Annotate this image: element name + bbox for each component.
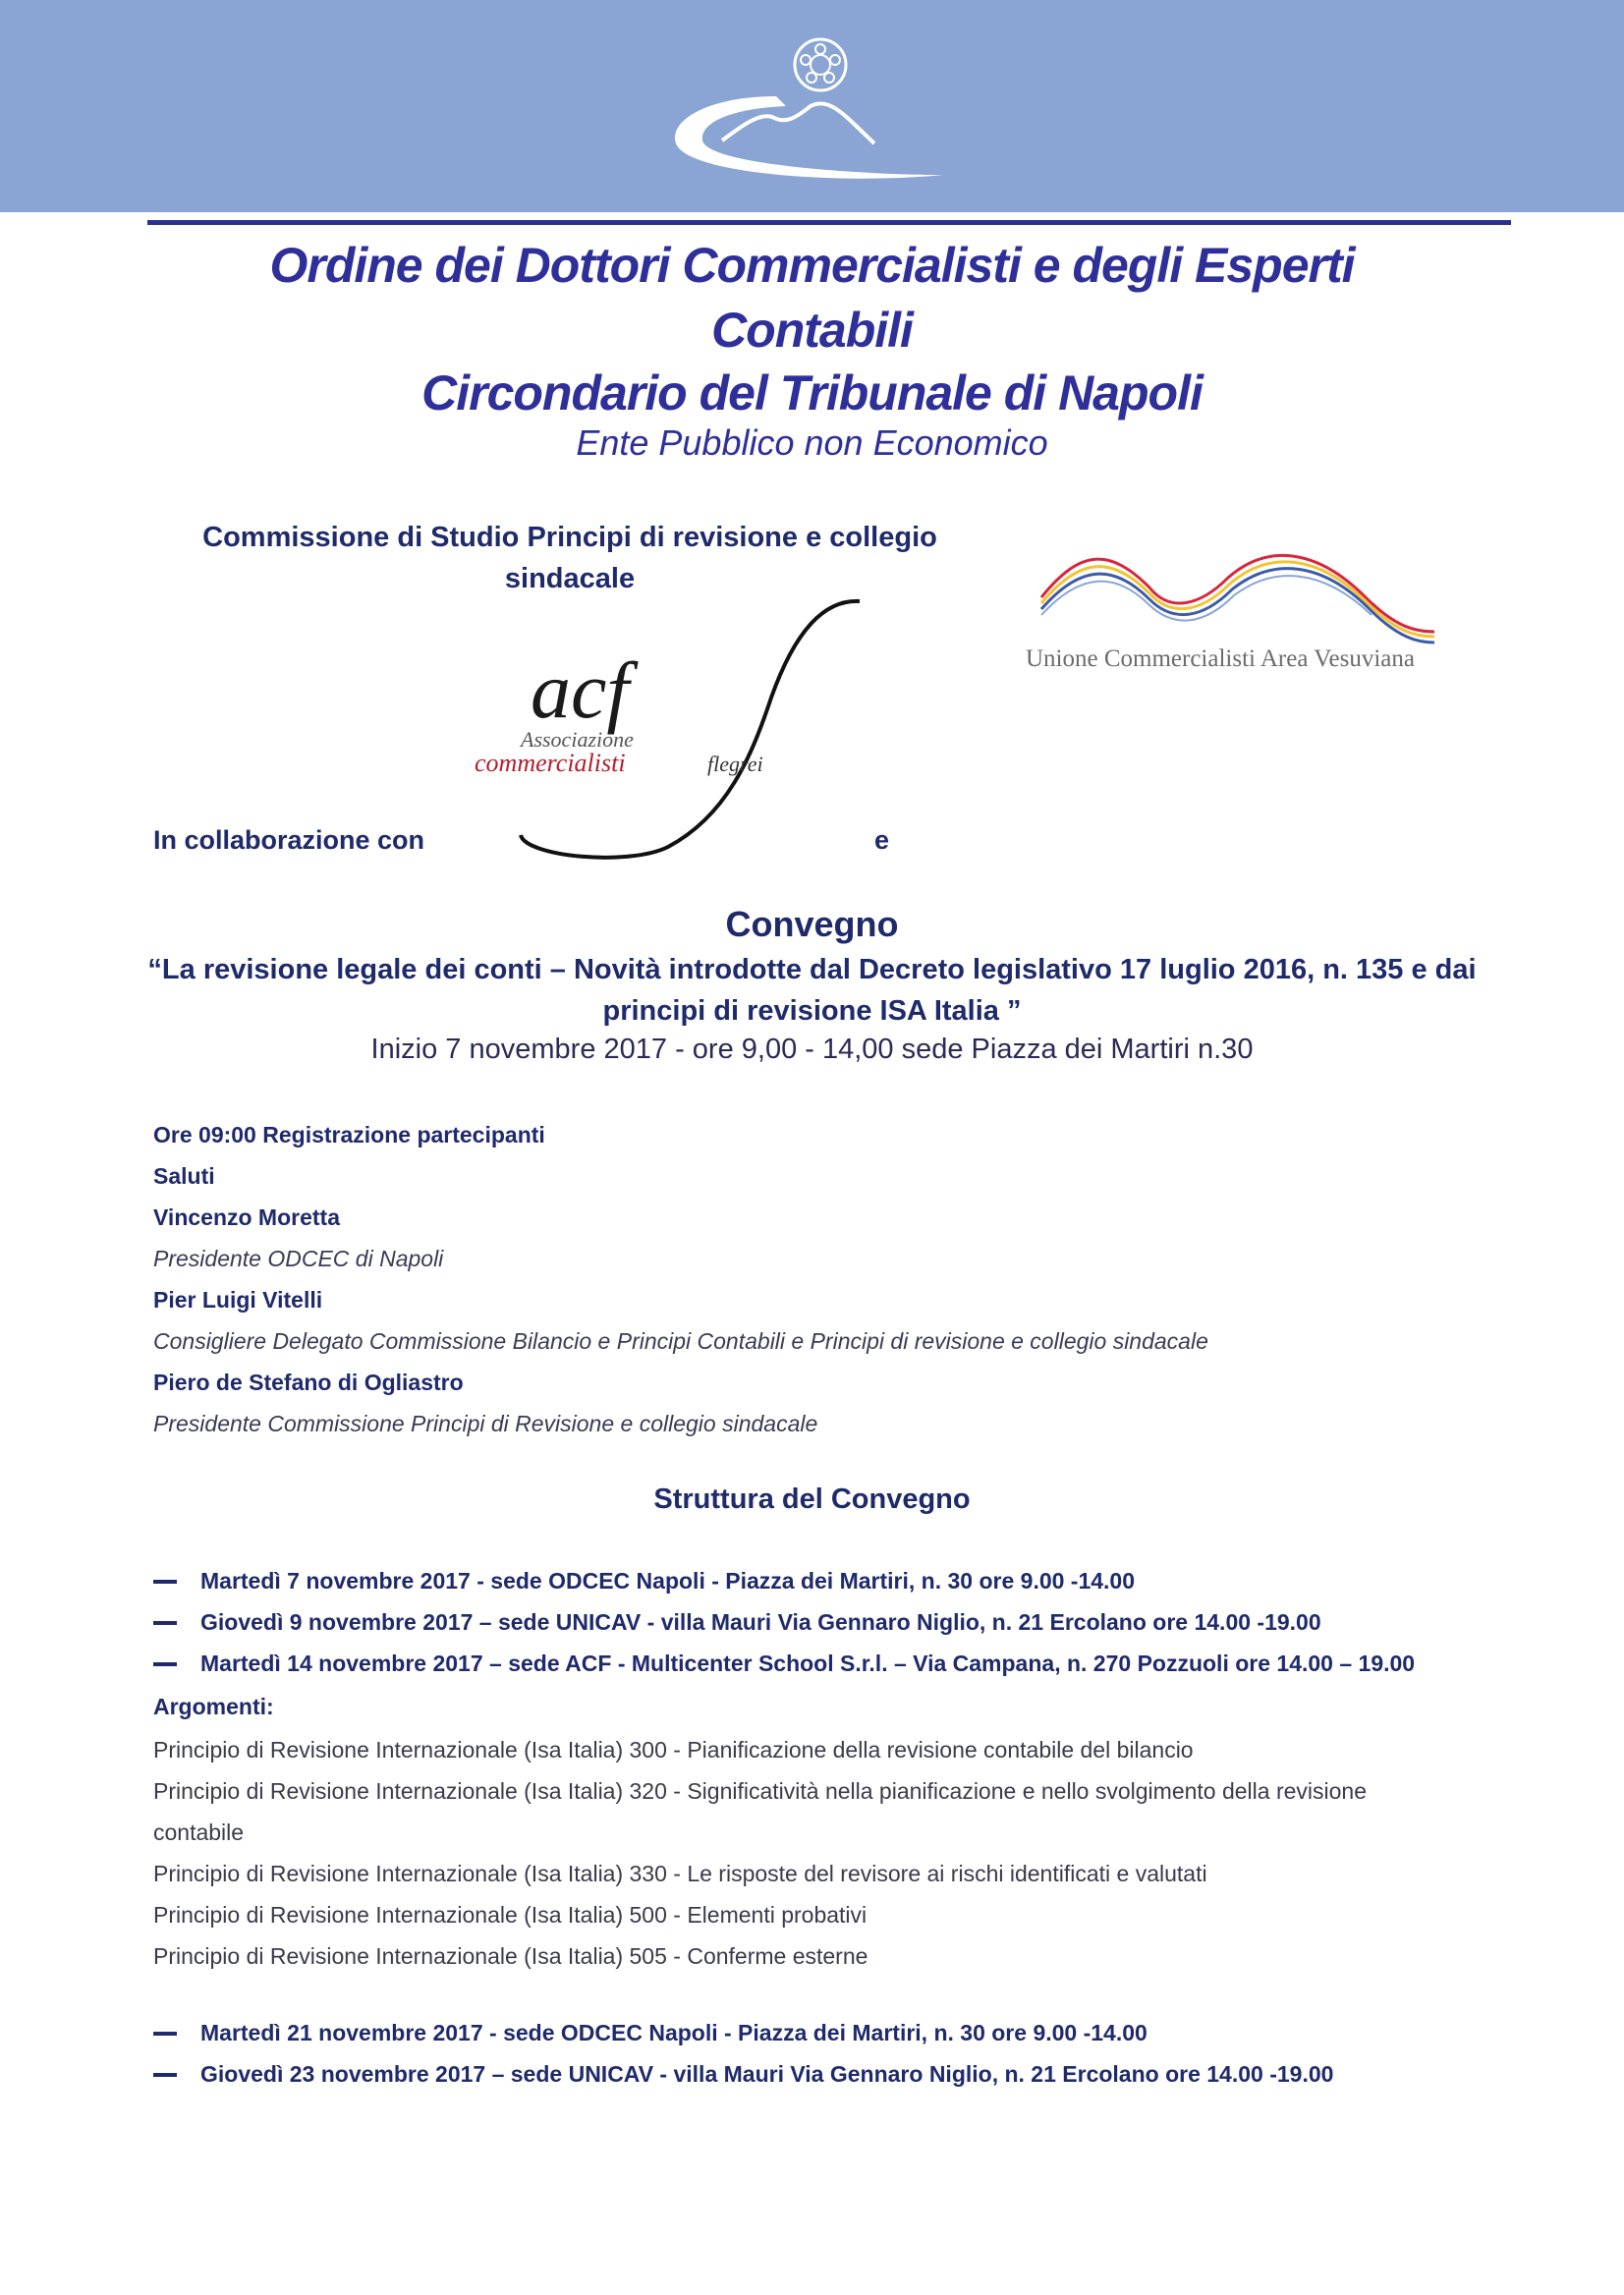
- org-title-line1: Ordine dei Dottori Commercialisti e degli Esperti: [269, 238, 1355, 293]
- acf-line3: flegrei: [707, 752, 763, 776]
- org-title-line2: Contabili: [711, 303, 913, 358]
- speaker-role: Presidente Commissione Principi di Revisione e collegio sindacale: [153, 1411, 818, 1436]
- dash-bullet-icon: [153, 1662, 177, 1666]
- speaker-name: Vincenzo Moretta: [153, 1204, 340, 1230]
- argomento-item: Principio di Revisione Internazionale (Isa Italia) 500 - Elementi probativi: [153, 1902, 868, 1928]
- session-text: Giovedì 23 novembre 2017 – sede UNICAV - villa Mauri Via Gennaro Niglio, n. 21 Ercolano ore 14.00 -19.00: [200, 2061, 1334, 2087]
- speaker-role: Consigliere Delegato Commissione Bilancio e Principi Contabili e Principi di revisione e collegio sindacale: [153, 1328, 1208, 1354]
- session-item: [153, 1651, 1415, 1677]
- speaker-name: Pier Luigi Vitelli: [153, 1287, 323, 1313]
- ucav-logo: [1022, 538, 1444, 676]
- speaker-role: Presidente ODCEC di Napoli: [153, 1246, 444, 1271]
- vesuvius-odcec-logo-icon: [648, 28, 963, 195]
- commission-line2: sindacale: [504, 563, 636, 594]
- argomento-item: Principio di Revisione Internazionale (Isa Italia) 505 - Conferme esterne: [153, 1943, 868, 1969]
- dash-bullet-icon: [153, 2073, 177, 2077]
- ucav-text: Unione Commercialisti Area Vesuviana: [1026, 645, 1415, 672]
- program-registration: Ore 09:00 Registrazione partecipanti: [153, 1122, 545, 1148]
- argomenti-label: Argomenti:: [153, 1694, 274, 1719]
- session-text: Martedì 21 novembre 2017 - sede ODCEC Napoli - Piazza dei Martiri, n. 30 ore 9.00 -14.00: [200, 2020, 1148, 2045]
- session-text: Giovedì 9 novembre 2017 – sede UNICAV - villa Mauri Via Gennaro Niglio, n. 21 Ercolano ore 14.00 -19.00: [200, 1609, 1321, 1635]
- argomento-item: Principio di Revisione Internazionale (Isa Italia) 330 - Le risposte del revisore ai rischi identificati e valutati: [153, 1861, 1207, 1886]
- session-text: Martedì 7 novembre 2017 - sede ODCEC Napoli - Piazza dei Martiri, n. 30 ore 9.00 -14.00: [200, 1568, 1136, 1594]
- dash-bullet-icon: [153, 1580, 177, 1584]
- top-divider: [147, 220, 1511, 225]
- dash-bullet-icon: [153, 2032, 177, 2036]
- collaboration-conj: e: [874, 825, 890, 855]
- acf-line1: Associazione: [521, 727, 634, 752]
- commission-line1: Commissione di Studio Principi di revisione e collegio: [202, 522, 937, 553]
- program-saluti: Saluti: [153, 1163, 215, 1189]
- acf-logo: [472, 589, 884, 865]
- header-band: [0, 0, 1624, 212]
- convegno-date: Inizio 7 novembre 2017 - ore 9,00 - 14,00 sede Piazza dei Martiri n.30: [370, 1034, 1254, 1065]
- convegno-subtitle: [147, 949, 1477, 1032]
- speaker-name: Piero de Stefano di Ogliastro: [153, 1370, 464, 1395]
- convegno-subtitle-line2: principi di revisione ISA Italia ”: [602, 995, 1022, 1027]
- session-text: Martedì 14 novembre 2017 – sede ACF - Multicenter School S.r.l. – Via Campana, n. 270 Pozzuoli ore 14.00 – 19.00: [200, 1651, 1416, 1676]
- session-item: [153, 2061, 1333, 2088]
- session-item: [153, 1568, 1135, 1595]
- acf-line2: commercialisti: [475, 749, 626, 777]
- session-item: [153, 1609, 1321, 1636]
- struttura-title: Struttura del Convegno: [653, 1483, 971, 1515]
- acf-initials: acf: [531, 645, 630, 735]
- convegno-subtitle-line1: “La revisione legale dei conti – Novità introdotte dal Decreto legislativo 17 luglio 2016, n. 135 e dai: [147, 954, 1477, 985]
- argomento-item: Principio di Revisione Internazionale (Isa Italia) 300 - Pianificazione della revisione contabile del bilancio: [153, 1737, 1194, 1763]
- session-item: [153, 2020, 1148, 2046]
- org-title-line3: Circondario del Tribunale di Napoli: [421, 365, 1203, 420]
- org-subtitle: Ente Pubblico non Economico: [576, 422, 1048, 463]
- collaboration-label: In collaborazione con: [153, 825, 425, 855]
- argomento-item: Principio di Revisione Internazionale (Isa Italia) 320 - Significatività nella pianificazione e nello svolgimento della revisione contabile: [153, 1778, 1368, 1845]
- convegno-title: Convegno: [725, 904, 899, 944]
- dash-bullet-icon: [153, 1621, 177, 1625]
- commission-heading: [196, 517, 943, 599]
